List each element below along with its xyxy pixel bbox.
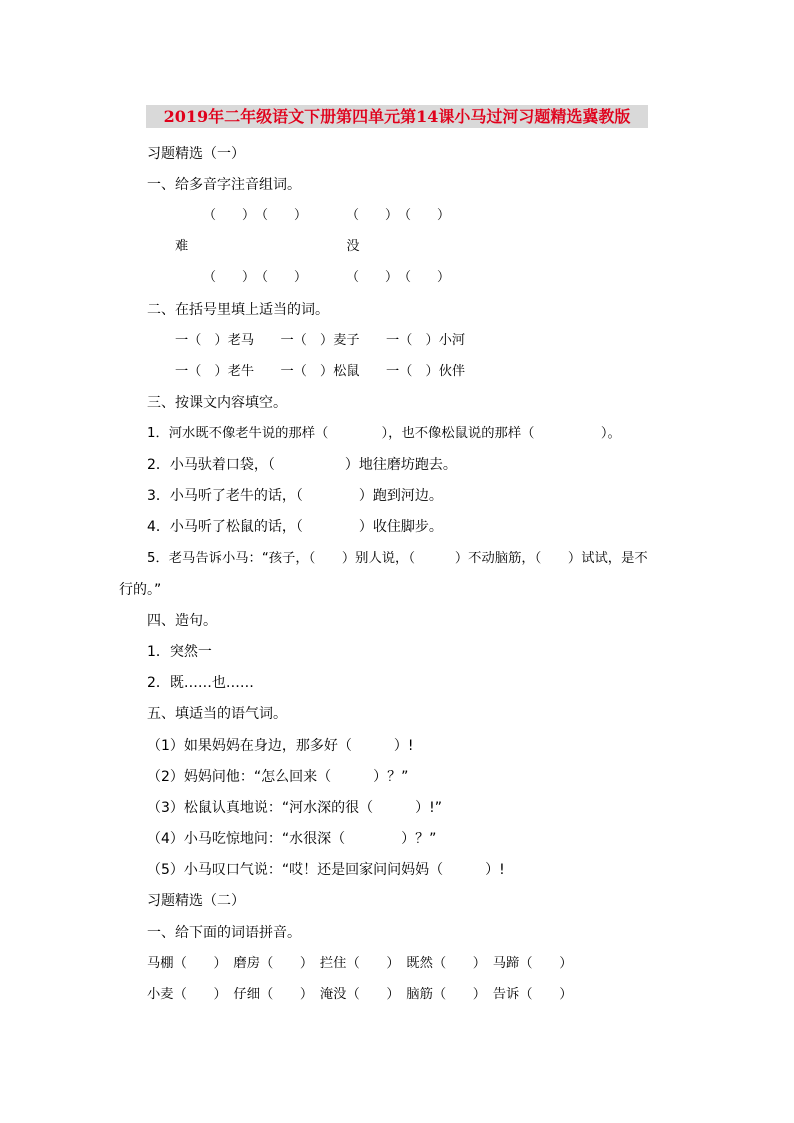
modal-particle-item-2: （2）妈妈问他：“怎么回来（ ）？” xyxy=(147,769,409,785)
fill-blank-item-2: 2．小马驮着口袋，（ ）地往磨坊跑去。 xyxy=(147,457,457,473)
fill-blank-item-3: 3．小马听了老牛的话，（ ）跑到河边。 xyxy=(147,488,443,504)
fill-blank-item-1: 1．河水既不像老牛说的那样（ ），也不像松鼠说的那样（ ）。 xyxy=(147,426,621,441)
modal-particle-item-5: （5）小马叹口气说：“哎！还是回家问问妈妈（ ）! xyxy=(147,862,505,878)
pinyin-blanks-row-1: （ ） （ ） （ ） （ ） xyxy=(203,208,451,223)
measure-word-row-1: 一（ ）老马 一（ ）麦子 一（ ）小河 xyxy=(175,333,466,348)
sentence-item-2: 2．既……也…… xyxy=(147,675,254,691)
modal-particle-item-4: （4）小马吃惊地问：“水很深（ ）？” xyxy=(147,831,437,847)
question-heading-6: 一、给下面的词语拼音。 xyxy=(147,925,301,941)
fill-blank-item-5-continued: 行的。” xyxy=(119,582,162,598)
fill-blank-item-5: 5．老马告诉小马：“孩子，（ ）别人说，（ ）不动脑筋，（ ）试试，是不 xyxy=(147,551,648,566)
modal-particle-item-3: （3）松鼠认真地说：“河水深的很（ ）!” xyxy=(147,800,443,816)
pinyin-words-row-1: 马棚（ ） 磨房（ ） 拦住（ ） 既然（ ） 马蹄（ ） xyxy=(147,956,573,971)
modal-particle-item-1: （1）如果妈妈在身边，那多好（ ）! xyxy=(147,738,414,754)
section-heading-exercises-2: 习题精选（二） xyxy=(147,893,245,909)
section-heading-exercises-1: 习题精选（一） xyxy=(147,146,245,162)
fill-blank-item-4: 4．小马听了松鼠的话，（ ）收住脚步。 xyxy=(147,519,443,535)
question-heading-1: 一、给多音字注音组词。 xyxy=(147,177,301,193)
polyphonic-characters-row: 难 没 xyxy=(175,239,360,254)
measure-word-row-2: 一（ ）老牛 一（ ）松鼠 一（ ）伙伴 xyxy=(175,364,466,379)
question-heading-2: 二、在括号里填上适当的词。 xyxy=(147,302,329,318)
pinyin-blanks-row-2: （ ） （ ） （ ） （ ） xyxy=(203,270,451,285)
question-heading-3: 三、按课文内容填空。 xyxy=(147,395,287,411)
question-heading-4: 四、造句。 xyxy=(147,613,217,629)
question-heading-5: 五、填适当的语气词。 xyxy=(147,706,287,722)
pinyin-words-row-2: 小麦（ ） 仔细（ ） 淹没（ ） 脑筋（ ） 告诉（ ） xyxy=(147,987,573,1002)
sentence-item-1: 1．突然一 xyxy=(147,644,212,660)
document-title: 2019年二年级语文下册第四单元第14课小马过河习题精选冀教版 xyxy=(146,105,648,128)
